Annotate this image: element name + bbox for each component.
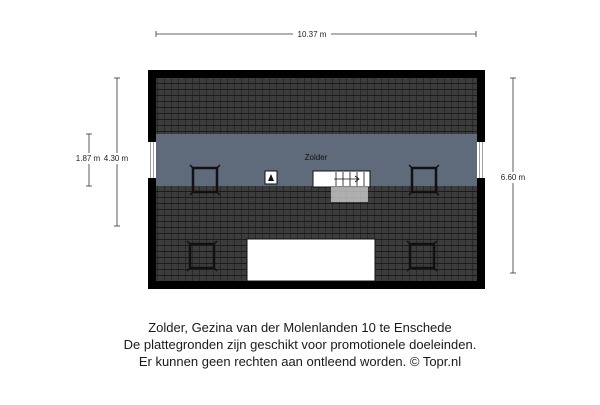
dimension-top xyxy=(156,28,476,40)
caption-title: Zolder, Gezina van der Molenlanden 10 te Enschede xyxy=(148,320,452,335)
dimension-left xyxy=(74,78,134,226)
caption xyxy=(0,319,600,370)
window-icon xyxy=(148,142,156,178)
room-label: Zolder xyxy=(304,153,328,162)
caption-disclaimer-2: Er kunnen geen rechten aan ontleend worden. © Topr.nl xyxy=(138,354,462,369)
caption-disclaimer-1: De plattegronden zijn geschikt voor promotionele doeleinden. xyxy=(123,337,477,352)
window-icon xyxy=(477,142,485,178)
boiler-icon xyxy=(265,171,277,184)
dimension-top-label: 10.37 m xyxy=(297,30,327,39)
dimension-right-label: 6.60 m xyxy=(500,173,526,182)
dimension-left-inner-label: 1.87 m xyxy=(75,154,101,163)
dimension-right xyxy=(496,78,530,273)
vide-opening xyxy=(247,239,375,281)
dimension-left-outer-label: 4.30 m xyxy=(103,154,129,163)
